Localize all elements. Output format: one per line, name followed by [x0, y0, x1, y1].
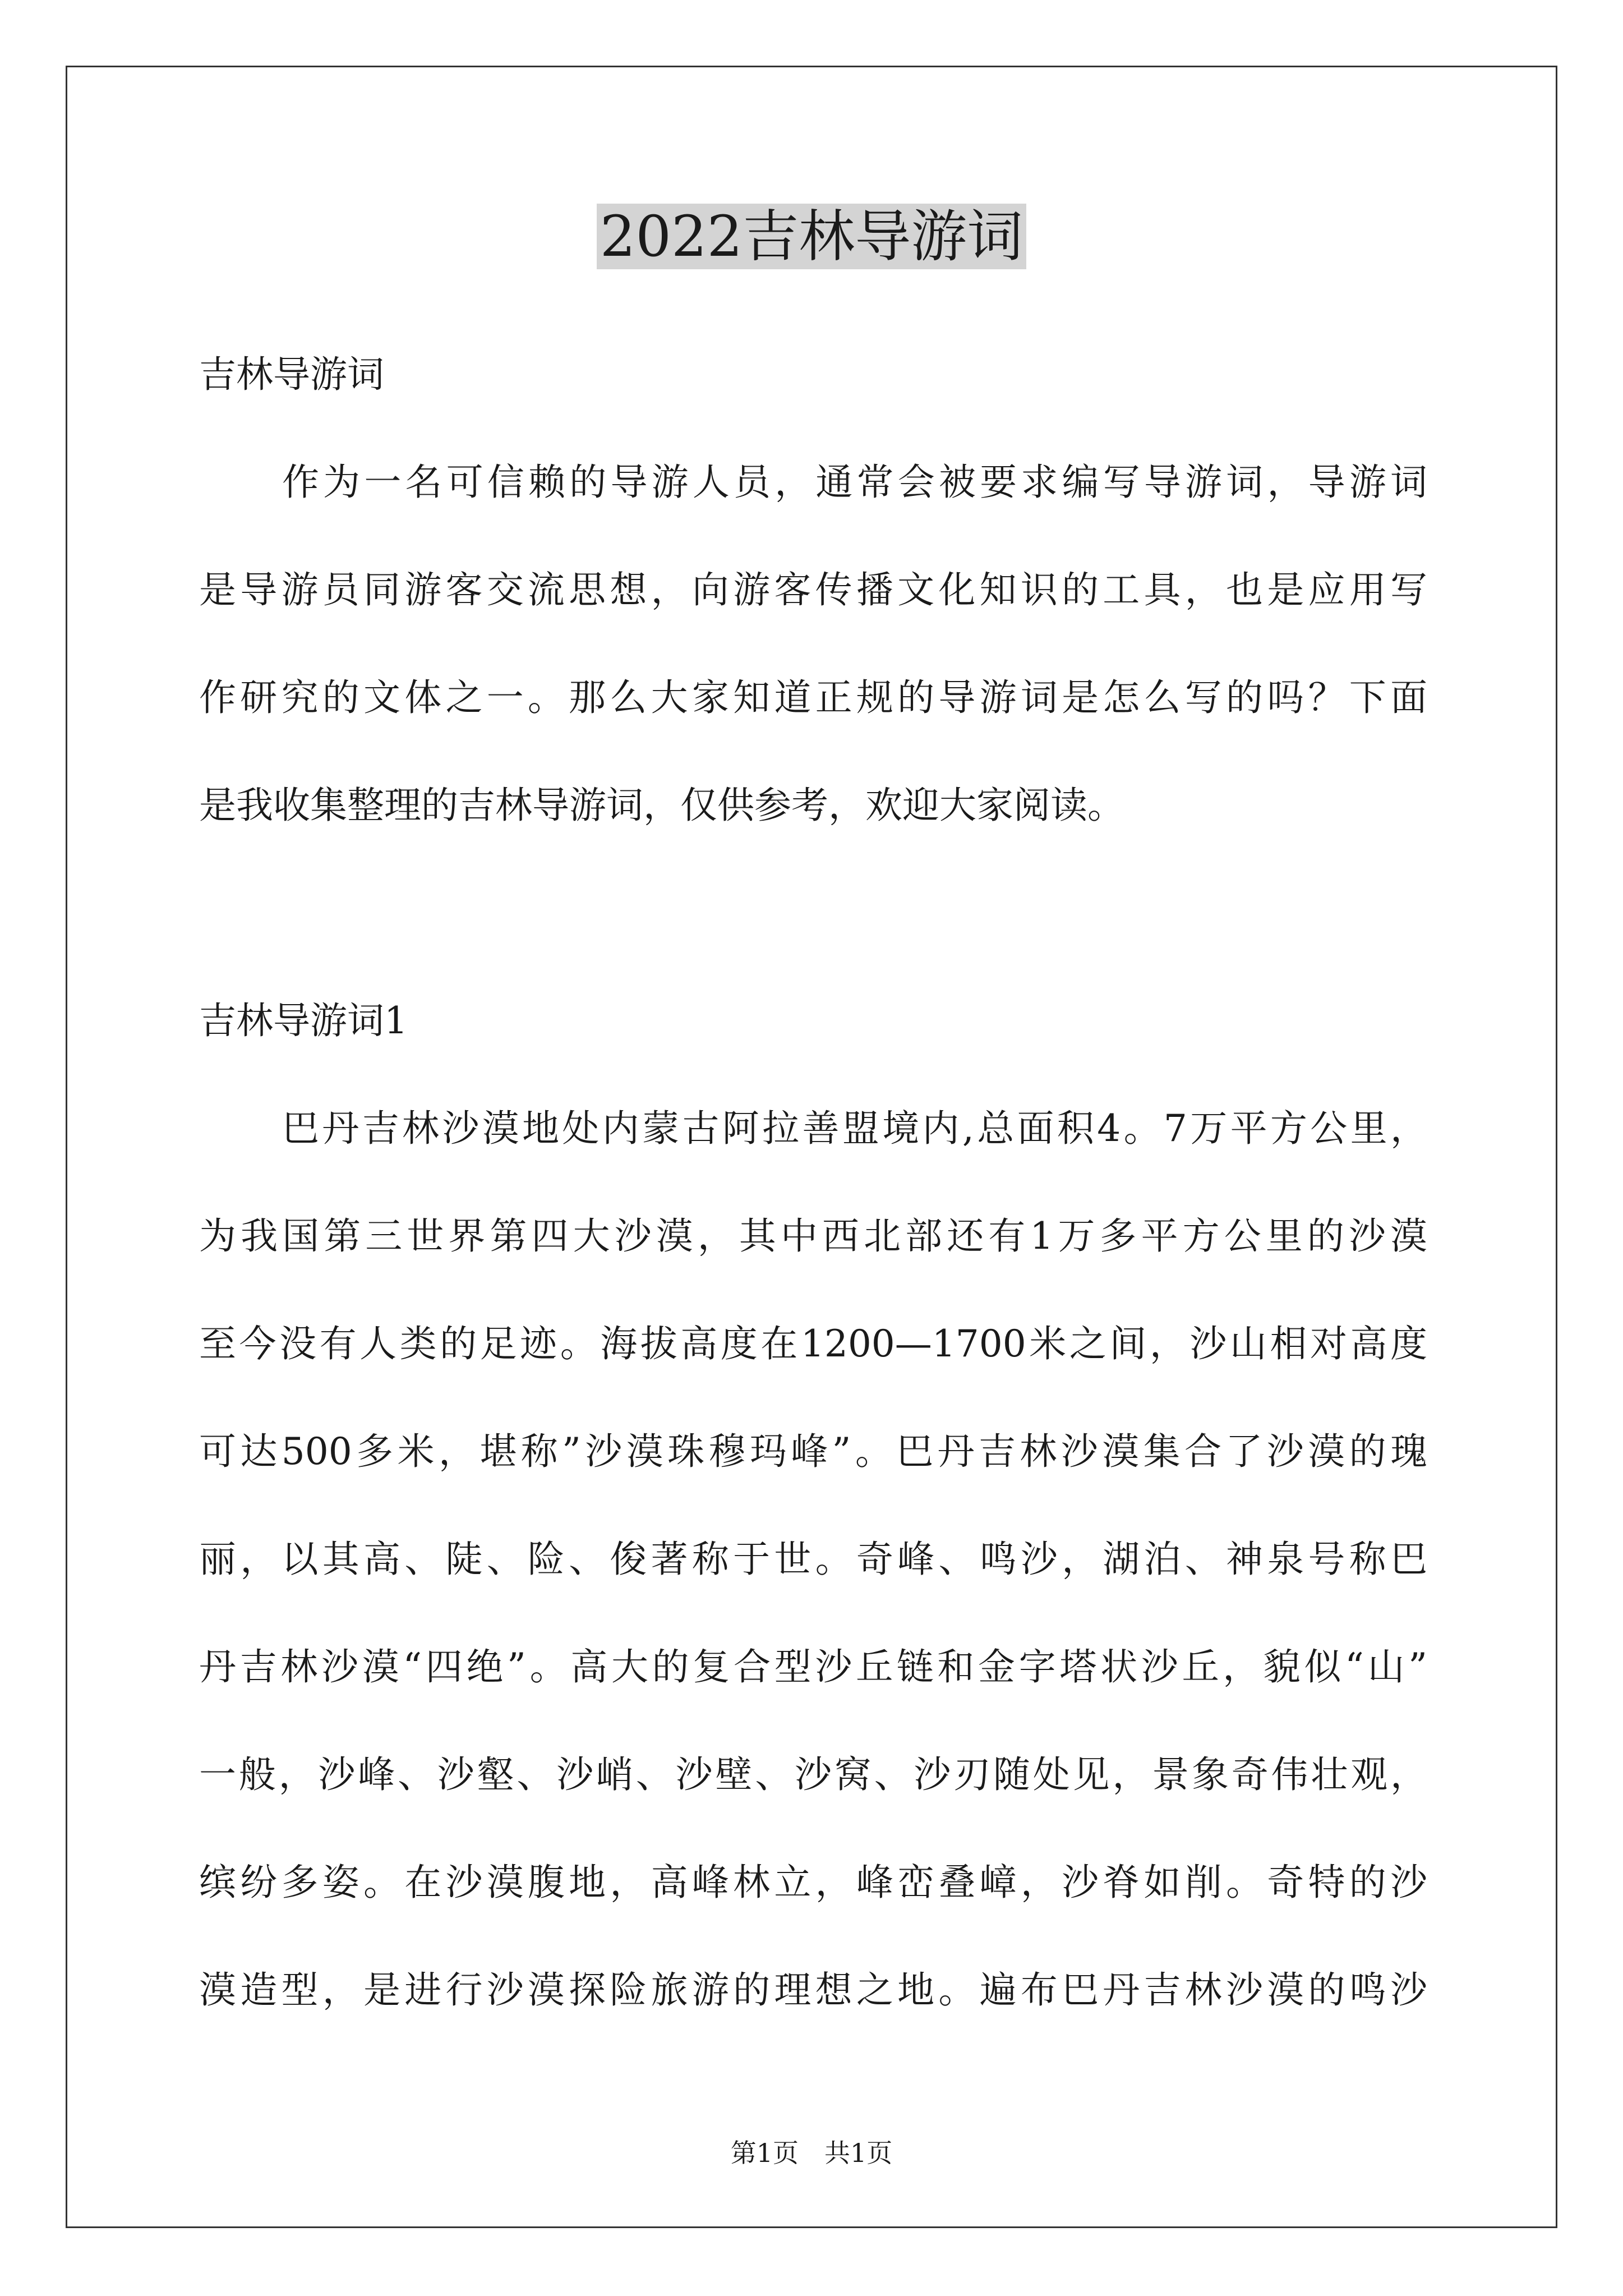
intro-line: 是我收集整理的吉林导游词，仅供参考，欢迎大家阅读。 [199, 784, 1124, 827]
section-line: 丹吉林沙漠“四绝”。高大的复合型沙丘链和金字塔状沙丘，貌似“山” [199, 1645, 1427, 1688]
section-line: 一般，沙峰、沙壑、沙峭、沙壁、沙窝、沙刃随处见，景象奇伟壮观， [199, 1753, 1427, 1796]
intro-line: 作研究的文体之一。那么大家知道正规的导游词是怎么写的吗？下面 [199, 676, 1427, 719]
subtitle: 吉林导游词 [199, 353, 384, 396]
section-line: 丽，以其高、陡、险、俊著称于世。奇峰、鸣沙，湖泊、神泉号称巴 [199, 1538, 1427, 1581]
section-line: 至今没有人类的足迹。海拔高度在1200—1700米之间，沙山相对高度 [199, 1322, 1427, 1365]
intro-line: 是导游员同游客交流思想，向游客传播文化知识的工具，也是应用写 [199, 568, 1427, 611]
document-body [199, 348, 1427, 2071]
section-line: 可达500多米，堪称”沙漠珠穆玛峰”。巴丹吉林沙漠集合了沙漠的瑰 [199, 1430, 1427, 1473]
section-line: 巴丹吉林沙漠地处内蒙古阿拉善盟境内,总面积4。7万平方公里， [282, 1107, 1427, 1150]
section-line: 缤纷多姿。在沙漠腹地，高峰林立，峰峦叠嶂，沙脊如削。奇特的沙 [199, 1861, 1427, 1904]
section-line: 为我国第三世界第四大沙漠，其中西北部还有1万多平方公里的沙漠 [199, 1214, 1427, 1258]
section-line: 漠造型，是进行沙漠探险旅游的理想之地。遍布巴丹吉林沙漠的鸣沙 [199, 1968, 1427, 2012]
document-title: 2022吉林导游词 [0, 197, 1623, 276]
intro-line: 作为一名可信赖的导游人员，通常会被要求编写导游词，导游词 [282, 461, 1427, 504]
paragraph-gap [199, 886, 1427, 994]
page-footer: 第1页 共1页 [730, 2138, 893, 2168]
section-heading: 吉林导游词1 [199, 999, 408, 1042]
